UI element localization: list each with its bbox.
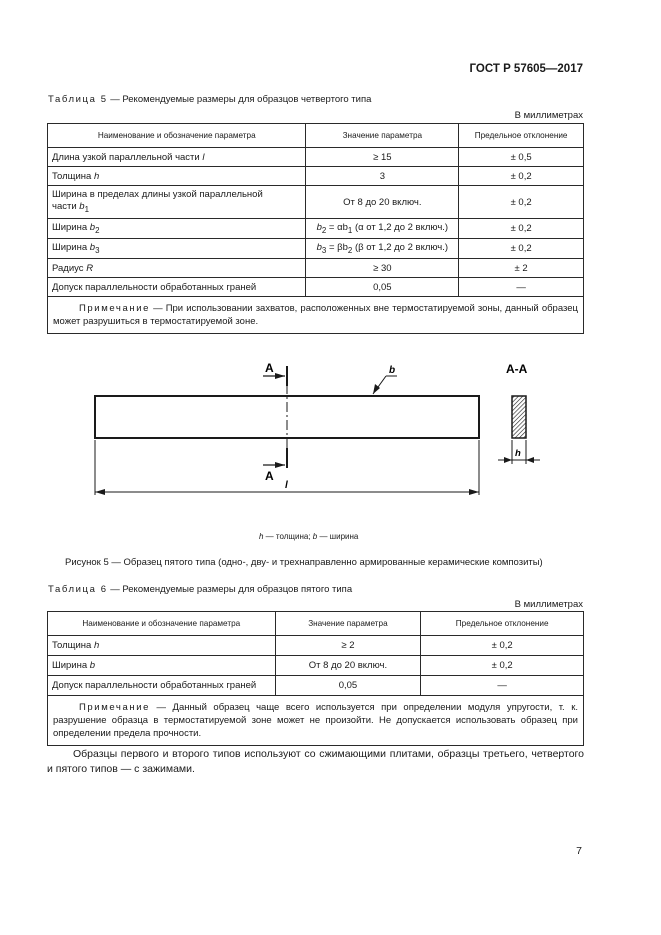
arrowhead-icon [275, 373, 285, 379]
table6-header-tolerance: Предельное отклонение [421, 612, 584, 636]
table6-header-name: Наименование и обозначение параметра [48, 612, 276, 636]
arrowhead-icon [504, 457, 512, 463]
table6-title: — Рекомендуемые размеры для образцов пятого типа [107, 584, 353, 595]
table5-header-value: Значение параметра [306, 124, 459, 148]
param-tolerance: ± 2 [459, 259, 584, 278]
param-name: Толщина h [48, 636, 276, 656]
table-row [48, 278, 584, 297]
param-tolerance: ± 0,5 [459, 148, 584, 167]
table5-header-tolerance: Предельное отклонение [459, 124, 584, 148]
param-value: 0,05 [306, 278, 459, 297]
width-symbol: b [389, 365, 396, 376]
arrowhead-icon [275, 462, 285, 468]
param-name: Длина узкой параллельной части l [48, 148, 306, 167]
thickness-symbol: h [515, 448, 521, 459]
length-symbol: l [285, 480, 288, 491]
param-tolerance: ± 0,2 [459, 167, 584, 186]
param-name: Ширина в пределах длины узкой параллельной части $b_1$ [48, 186, 306, 219]
section-view-label: A-A [506, 362, 528, 376]
table5-header-name: Наименование и обозначение параметра [48, 124, 306, 148]
table6-header-row [48, 612, 584, 636]
table6-units: В миллиметрах [514, 599, 583, 610]
param-name: Допуск параллельности обработанных граней [48, 278, 306, 297]
param-name: Ширина $b_3$ [48, 239, 306, 259]
table5-label: Таблица 5 [48, 94, 108, 105]
figure5-caption: Рисунок 5 — Образец пятого типа (одно-, дву- и трехнаправленно армированные керамические композиты) [65, 557, 543, 568]
table6-header-value: Значение параметра [275, 612, 421, 636]
table6-caption [48, 584, 352, 595]
table-row [48, 656, 584, 676]
param-value: 0,05 [275, 676, 421, 696]
param-tolerance: — [421, 676, 584, 696]
table-row [48, 676, 584, 696]
param-value: $b_2 = \alpha b_1$ (α от 1,2 до 2 включ.) [306, 219, 459, 239]
section-hatched [512, 396, 526, 438]
figure5-legend: h — толщина; b — ширина [259, 532, 359, 541]
body-paragraph: Образцы первого и второго типов используют со сжимающими плитами, образцы третьего, четвертого и пятого типов — с зажимами. [47, 748, 584, 775]
table-row [48, 167, 584, 186]
table6-note-row [48, 696, 584, 746]
table5-title: — Рекомендуемые размеры для образцов четвертого типа [107, 94, 372, 105]
table6-label: Таблица 6 [48, 584, 108, 595]
param-value: 3 [306, 167, 459, 186]
param-tolerance: — [459, 278, 584, 297]
table-row [48, 186, 584, 219]
param-tolerance: ± 0,2 [421, 656, 584, 676]
table6 [47, 611, 584, 746]
arrowhead-icon [526, 457, 534, 463]
table5 [47, 123, 584, 334]
table-row [48, 148, 584, 167]
section-letter-bottom: A [265, 469, 274, 483]
param-tolerance: ± 0,2 [459, 219, 584, 239]
arrowhead-icon [95, 489, 105, 495]
param-value: ≥ 2 [275, 636, 421, 656]
param-value: ≥ 30 [306, 259, 459, 278]
table5-header-row [48, 124, 584, 148]
table5-units: В миллиметрах [514, 110, 583, 121]
param-tolerance: ± 0,2 [459, 239, 584, 259]
table5-note: Примечание — При использовании захватов, расположенных вне термостатируемой зоны, данный образец может разрушиться в термостатируемой зоне. [48, 297, 584, 334]
param-name: Радиус R [48, 259, 306, 278]
table-row [48, 259, 584, 278]
table-row [48, 636, 584, 656]
param-name: Ширина $b_2$ [48, 219, 306, 239]
param-name: Ширина b [48, 656, 276, 676]
page-number: 7 [576, 845, 582, 857]
arrowhead-icon [469, 489, 479, 495]
section-letter-top: A [265, 361, 274, 375]
param-value: От 8 до 20 включ. [275, 656, 421, 676]
table-row [48, 239, 584, 259]
param-tolerance: ± 0,2 [421, 636, 584, 656]
table-row [48, 219, 584, 239]
param-value: ≥ 15 [306, 148, 459, 167]
param-tolerance: ± 0,2 [459, 186, 584, 219]
table5-note-row [48, 297, 584, 334]
document-code: ГОСТ Р 57605—2017 [469, 63, 583, 75]
param-name: Допуск параллельности обработанных граней [48, 676, 276, 696]
param-value: $b_3 = \beta b_2$ (β от 1,2 до 2 включ.) [306, 239, 459, 259]
figure5-drawing [0, 350, 661, 520]
param-value: От 8 до 20 включ. [306, 186, 459, 219]
param-name: Толщина h [48, 167, 306, 186]
table6-note: Примечание — Данный образец чаще всего используется при определении модуля упругости, т. к. разрушение образца в термостатируемой зоне может не произойти. Не допускается использовать образец при определении предела прочности. [48, 696, 584, 746]
table5-caption [48, 94, 371, 105]
